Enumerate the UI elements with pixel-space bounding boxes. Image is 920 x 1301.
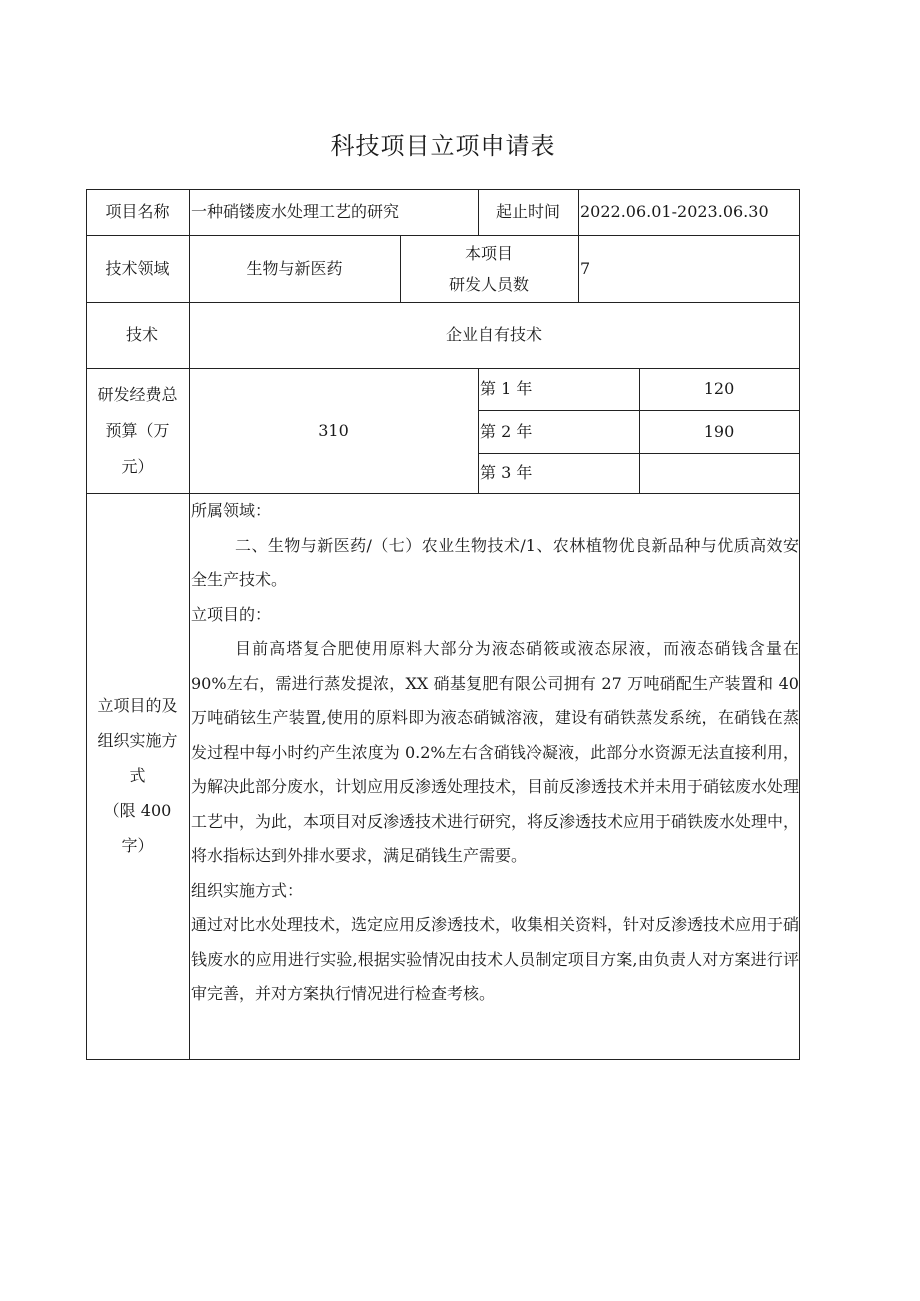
project-name-value: 一种硝镂废水处理工艺的研究	[191, 202, 400, 222]
purpose-label-line1: 立项目的及	[97, 695, 178, 715]
period-value: 2022.06.01-2023.06.30	[580, 202, 769, 222]
year-3-value	[639, 453, 799, 493]
budget-label-line1: 研发经费总	[97, 384, 178, 404]
purpose-label-line3: 式	[129, 765, 146, 785]
field-text: 二、生物与新医药/（七）农业生物技术/1、农林植物优良新品种与优质高效安全生产技术。	[191, 535, 799, 589]
purpose-label-line2: 组织实施方	[97, 730, 178, 750]
budget-label	[86, 368, 189, 493]
page-title: 科技项目立项申请表	[330, 132, 556, 160]
staff-value: 7	[580, 258, 591, 278]
budget-label-line3: 元）	[121, 456, 154, 476]
goal-heading: 立项目的：	[191, 604, 272, 624]
method-heading: 组织实施方式：	[191, 880, 304, 900]
field-heading: 所属领域：	[191, 501, 272, 520]
staff-label	[400, 235, 578, 302]
year-3-label: 第 3 年	[480, 463, 533, 483]
purpose-label-line5: 字）	[121, 835, 154, 855]
tech-label: 技术	[125, 325, 158, 345]
budget-label-line2: 预算（万	[105, 420, 170, 440]
method-text: 通过对比水处理技术，选定应用反渗透技术，收集相关资料，针对反渗透技术应用于硝钱废水的应用进行实验,根据实验情况由技术人员制定项目方案,由负责人对方案进行评审完善，并对方案执行情况进行检查考核。	[191, 915, 800, 1003]
field-label: 技术领域	[105, 258, 170, 278]
year-1-value: 120	[703, 379, 735, 399]
budget-total: 310	[318, 420, 349, 440]
staff-label-line2: 研发人员数	[448, 274, 529, 294]
purpose-label	[86, 680, 189, 870]
year-2-value: 190	[703, 421, 735, 441]
tech-value: 企业自有技术	[445, 325, 542, 345]
staff-label-line1: 本项目	[464, 243, 513, 263]
period-label: 起止时间	[495, 202, 560, 222]
purpose-label-line4: （限 400	[103, 800, 172, 820]
year-2-label: 第 2 年	[480, 421, 533, 441]
goal-text: 目前高塔复合肥使用原料大部分为液态硝筱或液态尿液，而液态硝钱含量在 90%左右，需进行蒸发提浓，XX 硝基复肥有限公司拥有 27 万吨硝配生产装置和 40 万吨硝铉生产装置,使用的原料即为液态硝铖溶液，建设有硝铁蒸发系统，在硝钱在蒸发过程中每小时约产生浓度为 0.2%左右含硝钱冷凝液，此部分水资源无法直接利用，为解决此部分废水，计划应用反渗透处理技术，目前反渗透技术并未用于硝铉废水处理工艺中，为此，本项目对反渗透技术进行研究，将反渗透技术应用于硝铁废水处理中，将水指标达到外排水要求，满足硝钱生产需要。	[191, 639, 800, 865]
field-value: 生物与新医药	[246, 258, 343, 278]
project-name-label: 项目名称	[105, 202, 170, 222]
year-1-label: 第 1 年	[480, 379, 533, 399]
purpose-content	[191, 494, 799, 1012]
